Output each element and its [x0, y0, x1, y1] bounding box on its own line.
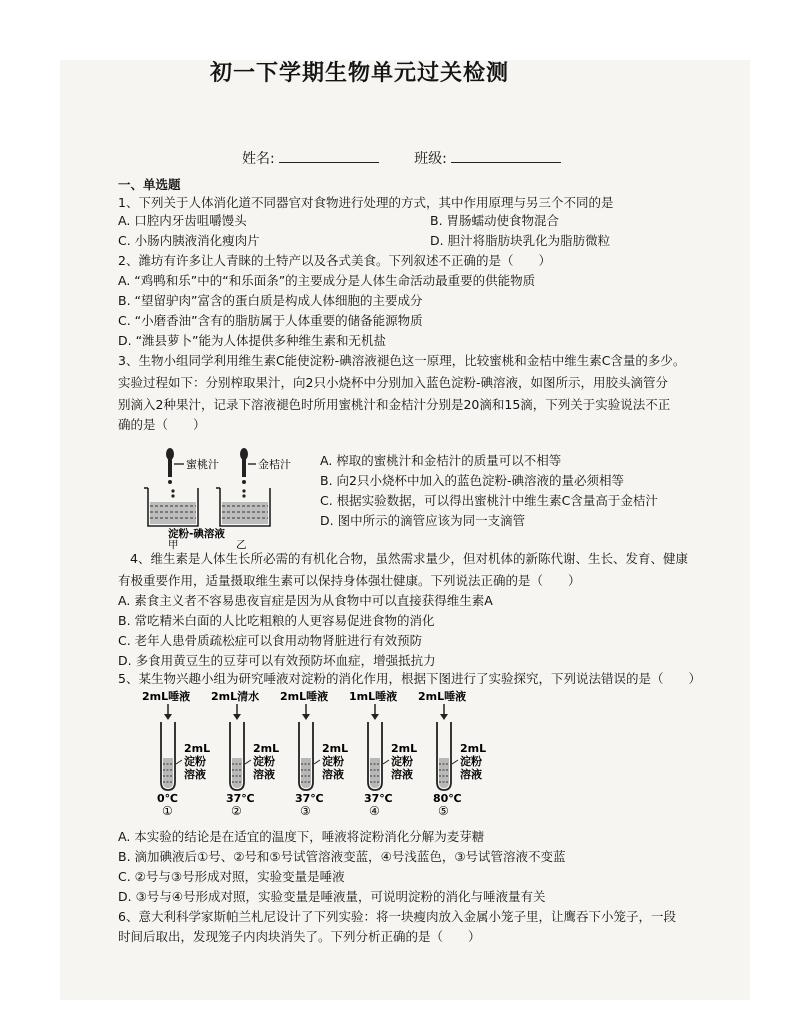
q1-option-a[interactable]: A. 口腔内牙齿咀嚼馒头	[118, 213, 247, 228]
q1-option-c[interactable]: C. 小肠内胰液消化瘦肉片	[118, 233, 260, 248]
tube-side-label: 淀粉	[184, 755, 206, 768]
q5-stem: 5、某生物兴趣小组为研究唾液对淀粉的消化作用，根据下图进行了实验探究，下列说法错误的是（ ）	[118, 671, 701, 686]
q1-option-b[interactable]: B. 胃肠蠕动使食物混合	[430, 213, 560, 228]
tube-temperature: 0℃	[157, 792, 178, 805]
class-blank[interactable]	[451, 150, 561, 163]
juice2-label: 金桔汁	[258, 458, 291, 471]
solution-label: 淀粉-碘溶液	[168, 528, 225, 540]
q3-option-c[interactable]: C. 根据实验数据，可以得出蜜桃汁中维生素C含量高于金桔汁	[320, 493, 658, 508]
tube-top-label: 2mL清水	[211, 690, 260, 703]
arrow-down-icon	[440, 714, 448, 720]
name-label: 姓名:	[242, 151, 275, 167]
tube-number: ④	[369, 804, 380, 818]
q2-option-d[interactable]: D. “潍县萝卜”能为人体提供多种维生素和无机盐	[118, 333, 387, 348]
q2-option-c[interactable]: C. “小磨香油”含有的脂肪属于人体重要的储备能源物质	[118, 313, 423, 328]
test-tube-3	[280, 689, 348, 818]
q6-stem-line2: 时间后取出，发现笼子内肉块消失了。下列分析正确的是（ ）	[118, 929, 481, 944]
dropper-1-icon	[166, 448, 174, 484]
pointer-line	[176, 760, 182, 764]
tube-liquid	[370, 758, 380, 788]
q5-option-c[interactable]: C. ②号与③号形成对照，实验变量是唾液	[118, 869, 345, 884]
q3-option-d[interactable]: D. 图中所示的滴管应该为同一支滴管	[320, 513, 526, 528]
tube-side-label: 2mL	[460, 742, 487, 755]
tube-top-label: 1mL唾液	[349, 690, 398, 703]
beaker-label-2: 乙	[236, 539, 247, 551]
juice1-label: 蜜桃汁	[186, 458, 219, 471]
test-tube-5	[418, 689, 486, 818]
test-tube-1	[142, 689, 210, 818]
q1-stem: 1、下列关于人体消化道不同器官对食物进行处理的方式，其中作用原理与另三个不同的是	[118, 195, 614, 210]
tube-side-label: 溶液	[184, 768, 206, 781]
tube-top-label: 2mL唾液	[418, 690, 467, 703]
class-label: 班级:	[414, 151, 447, 167]
beaker-2-icon	[216, 488, 270, 526]
q6-stem-line1: 6、意大利科学家斯帕兰札尼设计了下列实验：将一块瘦肉放入金属小笼子里，让鹰吞下小笼子，一段	[118, 909, 676, 924]
q3-option-b[interactable]: B. 向2只小烧杯中加入的蓝色淀粉-碘溶液的量必须相等	[320, 473, 624, 488]
tube-liquid	[232, 758, 242, 788]
tube-side-label: 淀粉	[253, 755, 275, 768]
tube-side-label: 淀粉	[460, 755, 482, 768]
pointer-line	[452, 760, 458, 764]
tube-side-label: 2mL	[184, 742, 211, 755]
tube-side-label: 溶液	[391, 768, 413, 781]
q3-stem-line3: 别滴入2种果汁，记录下溶液褪色时所用蜜桃汁和金桔汁分别是20滴和15滴，下列关于实验说法不正	[118, 397, 671, 412]
test-tube-figure	[140, 688, 510, 818]
dropper-2-icon	[240, 448, 248, 484]
arrow-down-icon	[233, 714, 241, 720]
q4-option-b[interactable]: B. 常吃精米白面的人比吃粗粮的人更容易促进食物的消化	[118, 613, 435, 628]
tube-side-label: 淀粉	[322, 755, 344, 768]
pointer-line	[383, 760, 389, 764]
beaker-figure	[140, 444, 310, 552]
q5-option-a[interactable]: A. 本实验的结论是在适宜的温度下，唾液将淀粉消化分解为麦芽糖	[118, 829, 485, 844]
test-tube-4	[349, 689, 417, 818]
q3-stem-line2: 实验过程如下：分别榨取果汁，向2只小烧杯中分别加入蓝色淀粉-碘溶液，如图所示，用胶头滴管分	[118, 375, 668, 390]
beaker-1-icon	[144, 488, 198, 526]
name-blank[interactable]	[279, 150, 379, 163]
tube-side-label: 2mL	[391, 742, 418, 755]
section-heading: 一、单选题	[118, 177, 181, 192]
q3-stem-line1: 3、生物小组同学利用维生素C能使淀粉-碘溶液褪色这一原理，比较蜜桃和金桔中维生素C含量的多少。	[118, 353, 686, 368]
q5-option-b[interactable]: B. 滴加碘液后①号、②号和⑤号试管溶液变蓝，④号浅蓝色，③号试管溶液不变蓝	[118, 849, 566, 864]
tube-top-label: 2mL唾液	[142, 690, 191, 703]
q4-option-d[interactable]: D. 多食用黄豆生的豆芽可以有效预防坏血症，增强抵抗力	[118, 653, 436, 668]
q5-option-d[interactable]: D. ③号与④号形成对照，实验变量是唾液量，可说明淀粉的消化与唾液量有关	[118, 889, 546, 904]
arrow-down-icon	[302, 714, 310, 720]
tube-template	[142, 689, 486, 818]
q4-option-c[interactable]: C. 老年人患骨质疏松症可以食用动物肾脏进行有效预防	[118, 633, 423, 648]
tube-liquid	[163, 758, 173, 788]
tube-side-label: 溶液	[253, 768, 275, 781]
tube-side-label: 溶液	[460, 768, 482, 781]
tube-number: ①	[162, 804, 173, 818]
q3-stem-line4: 确的是（ ）	[118, 417, 206, 432]
name-field	[242, 150, 561, 168]
tube-liquid	[301, 758, 311, 788]
q3-option-a[interactable]: A. 榨取的蜜桃汁和金桔汁的质量可以不相等	[320, 453, 562, 468]
tube-number: ⑤	[438, 804, 449, 818]
tube-liquid	[439, 758, 449, 788]
tube-temperature: 37℃	[295, 792, 324, 805]
q2-option-b[interactable]: B. “望留驴肉”富含的蛋白质是构成人体细胞的主要成分	[118, 293, 423, 308]
q4-stem-line1: 4、维生素是人体生长所必需的有机化合物，虽然需求量少，但对机体的新陈代谢、生长、发育、健康	[130, 551, 688, 566]
tube-side-label: 溶液	[322, 768, 344, 781]
page-title: 初一下学期生物单元过关检测	[210, 61, 510, 86]
tube-side-label: 2mL	[322, 742, 349, 755]
pointer-line	[314, 760, 320, 764]
pointer-line	[245, 760, 251, 764]
beaker-label-1: 甲	[168, 539, 179, 551]
tube-temperature: 37℃	[226, 792, 255, 805]
q4-option-a[interactable]: A. 素食主义者不容易患夜盲症是因为从食物中可以直接获得维生素A	[118, 593, 493, 608]
tube-number: ②	[231, 804, 242, 818]
q4-stem-line2: 有极重要作用，适量摄取维生素可以保持身体强壮健康。下列说法正确的是（ ）	[118, 573, 581, 588]
tube-side-label: 2mL	[253, 742, 280, 755]
tube-temperature: 37℃	[364, 792, 393, 805]
tube-temperature: 80℃	[433, 792, 462, 805]
tube-side-label: 淀粉	[391, 755, 413, 768]
arrow-down-icon	[371, 714, 379, 720]
q2-option-a[interactable]: A. “鸡鸭和乐”中的“和乐面条”的主要成分是人体生命活动最重要的供能物质	[118, 273, 536, 288]
test-tube-2	[211, 689, 279, 818]
arrow-down-icon	[164, 714, 172, 720]
tube-number: ③	[300, 804, 311, 818]
q1-option-d[interactable]: D. 胆汁将脂肪块乳化为脂肪微粒	[430, 233, 611, 248]
tube-top-label: 2mL唾液	[280, 690, 329, 703]
q2-stem: 2、潍坊有许多让人青睐的土特产以及各式美食。下列叙述不正确的是（ ）	[118, 253, 551, 268]
